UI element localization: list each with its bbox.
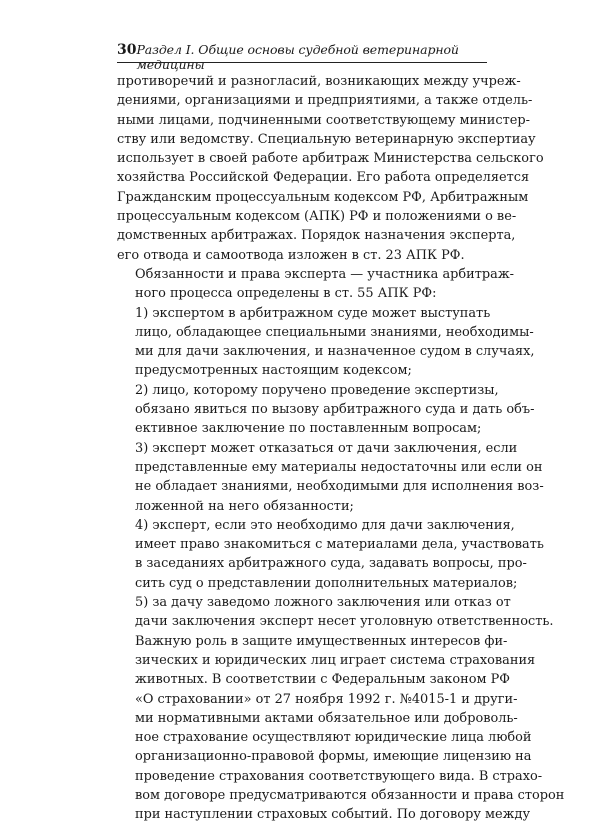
text-line: животных. В соответствии с Федеральным законом РФ xyxy=(135,672,510,688)
text-line: представленные ему материалы недостаточны или если он xyxy=(135,459,543,475)
text-line: обязано явиться по вызову арбитражного суда и дать объ- xyxy=(135,402,535,418)
text-line: при наступлении страховых событий. По договору между xyxy=(135,807,531,823)
paragraph xyxy=(117,439,544,516)
text-line: лицо, обладающее специальными знаниями, необходимы- xyxy=(135,324,534,340)
text-line: вом договоре предусматриваются обязанности и права сторон xyxy=(135,787,565,803)
paragraph xyxy=(117,593,554,632)
text-line: ложенной на него обязанности; xyxy=(135,498,354,514)
text-line: использует в своей работе арбитраж Министерства сельского xyxy=(117,151,544,167)
text-line: ми для дачи заключения, и назначенное судом в случаях, xyxy=(135,344,535,360)
text-line: в заседаниях арбитражного суда, задавать вопросы, про- xyxy=(135,556,527,572)
paragraph xyxy=(117,265,515,304)
running-head: Раздел I. Общие основы судебной ветеринарной медицины xyxy=(136,42,459,72)
text-line: дачи заключения эксперт несет уголовную ответственность. xyxy=(135,614,554,630)
text-line: ективное заключение по поставленным вопросам; xyxy=(135,421,482,437)
paragraph xyxy=(117,72,544,265)
text-line: дениями, организациями и предприятиями, а также отдель- xyxy=(117,93,533,109)
text-line: его отвода и самоотвода изложен в ст. 23 АПК РФ. xyxy=(117,247,465,263)
text-line: имеет право знакомиться с материалами дела, участвовать xyxy=(135,537,544,553)
paragraph xyxy=(117,381,535,439)
page-number: 30 xyxy=(117,42,137,58)
text-line: противоречий и разногласий, возникающих между учреж- xyxy=(117,74,521,89)
text-line: зических и юридических лиц играет система страхования xyxy=(135,652,536,668)
text-line: ными лицами, подчиненными соответствующему министер- xyxy=(117,112,530,128)
text-line: 3) эксперт может отказаться от дачи заключения, если xyxy=(135,440,518,456)
body-text xyxy=(117,72,565,825)
text-line: ми нормативными актами обязательное или доброволь- xyxy=(135,710,518,726)
text-line: Обязанности и права эксперта — участника арбитраж- xyxy=(135,266,515,282)
page-header xyxy=(117,42,487,72)
text-line: ное страхование осуществляют юридические лица любой xyxy=(135,730,532,746)
text-line: предусмотренных настоящим кодексом; xyxy=(135,363,412,379)
text-line: Важную роль в защите имущественных интересов фи- xyxy=(135,633,508,649)
text-line: 1) экспертом в арбитражном суде может выступать xyxy=(135,305,491,321)
text-line: хозяйства Российской Федерации. Его работа определяется xyxy=(117,170,530,186)
text-line: Гражданским процессуальным кодексом РФ, Арбитражным xyxy=(117,189,529,205)
text-line: 2) лицо, которому поручено проведение экспертизы, xyxy=(135,382,499,398)
text-line: ного процесса определены в ст. 55 АПК РФ: xyxy=(135,286,437,302)
paragraph xyxy=(117,304,535,381)
text-line: проведение страхования соответствующего вида. В страхо- xyxy=(135,768,543,784)
text-line: «О страховании» от 27 ноября 1992 г. №4015-1 и други- xyxy=(135,691,518,707)
text-line: сить суд о представлении дополнительных материалов; xyxy=(135,575,518,591)
header-rule xyxy=(117,62,487,63)
text-line: ству или ведомству. Специальную ветеринарную экспертиау xyxy=(117,131,536,147)
text-line: домственных арбитражах. Порядок назначения эксперта, xyxy=(117,228,516,244)
text-line: не обладает знаниями, необходимыми для исполнения воз- xyxy=(135,479,544,495)
text-line: 5) за дачу заведомо ложного заключения или отказ от xyxy=(135,595,511,611)
text-line: 4) эксперт, если это необходимо для дачи заключения, xyxy=(135,517,515,533)
paragraph xyxy=(117,632,565,825)
text-line: процессуальным кодексом (АПК) РФ и положениями о ве- xyxy=(117,209,517,225)
paragraph xyxy=(117,516,544,593)
text-line: организационно-правовой формы, имеющие лицензию на xyxy=(135,749,532,765)
